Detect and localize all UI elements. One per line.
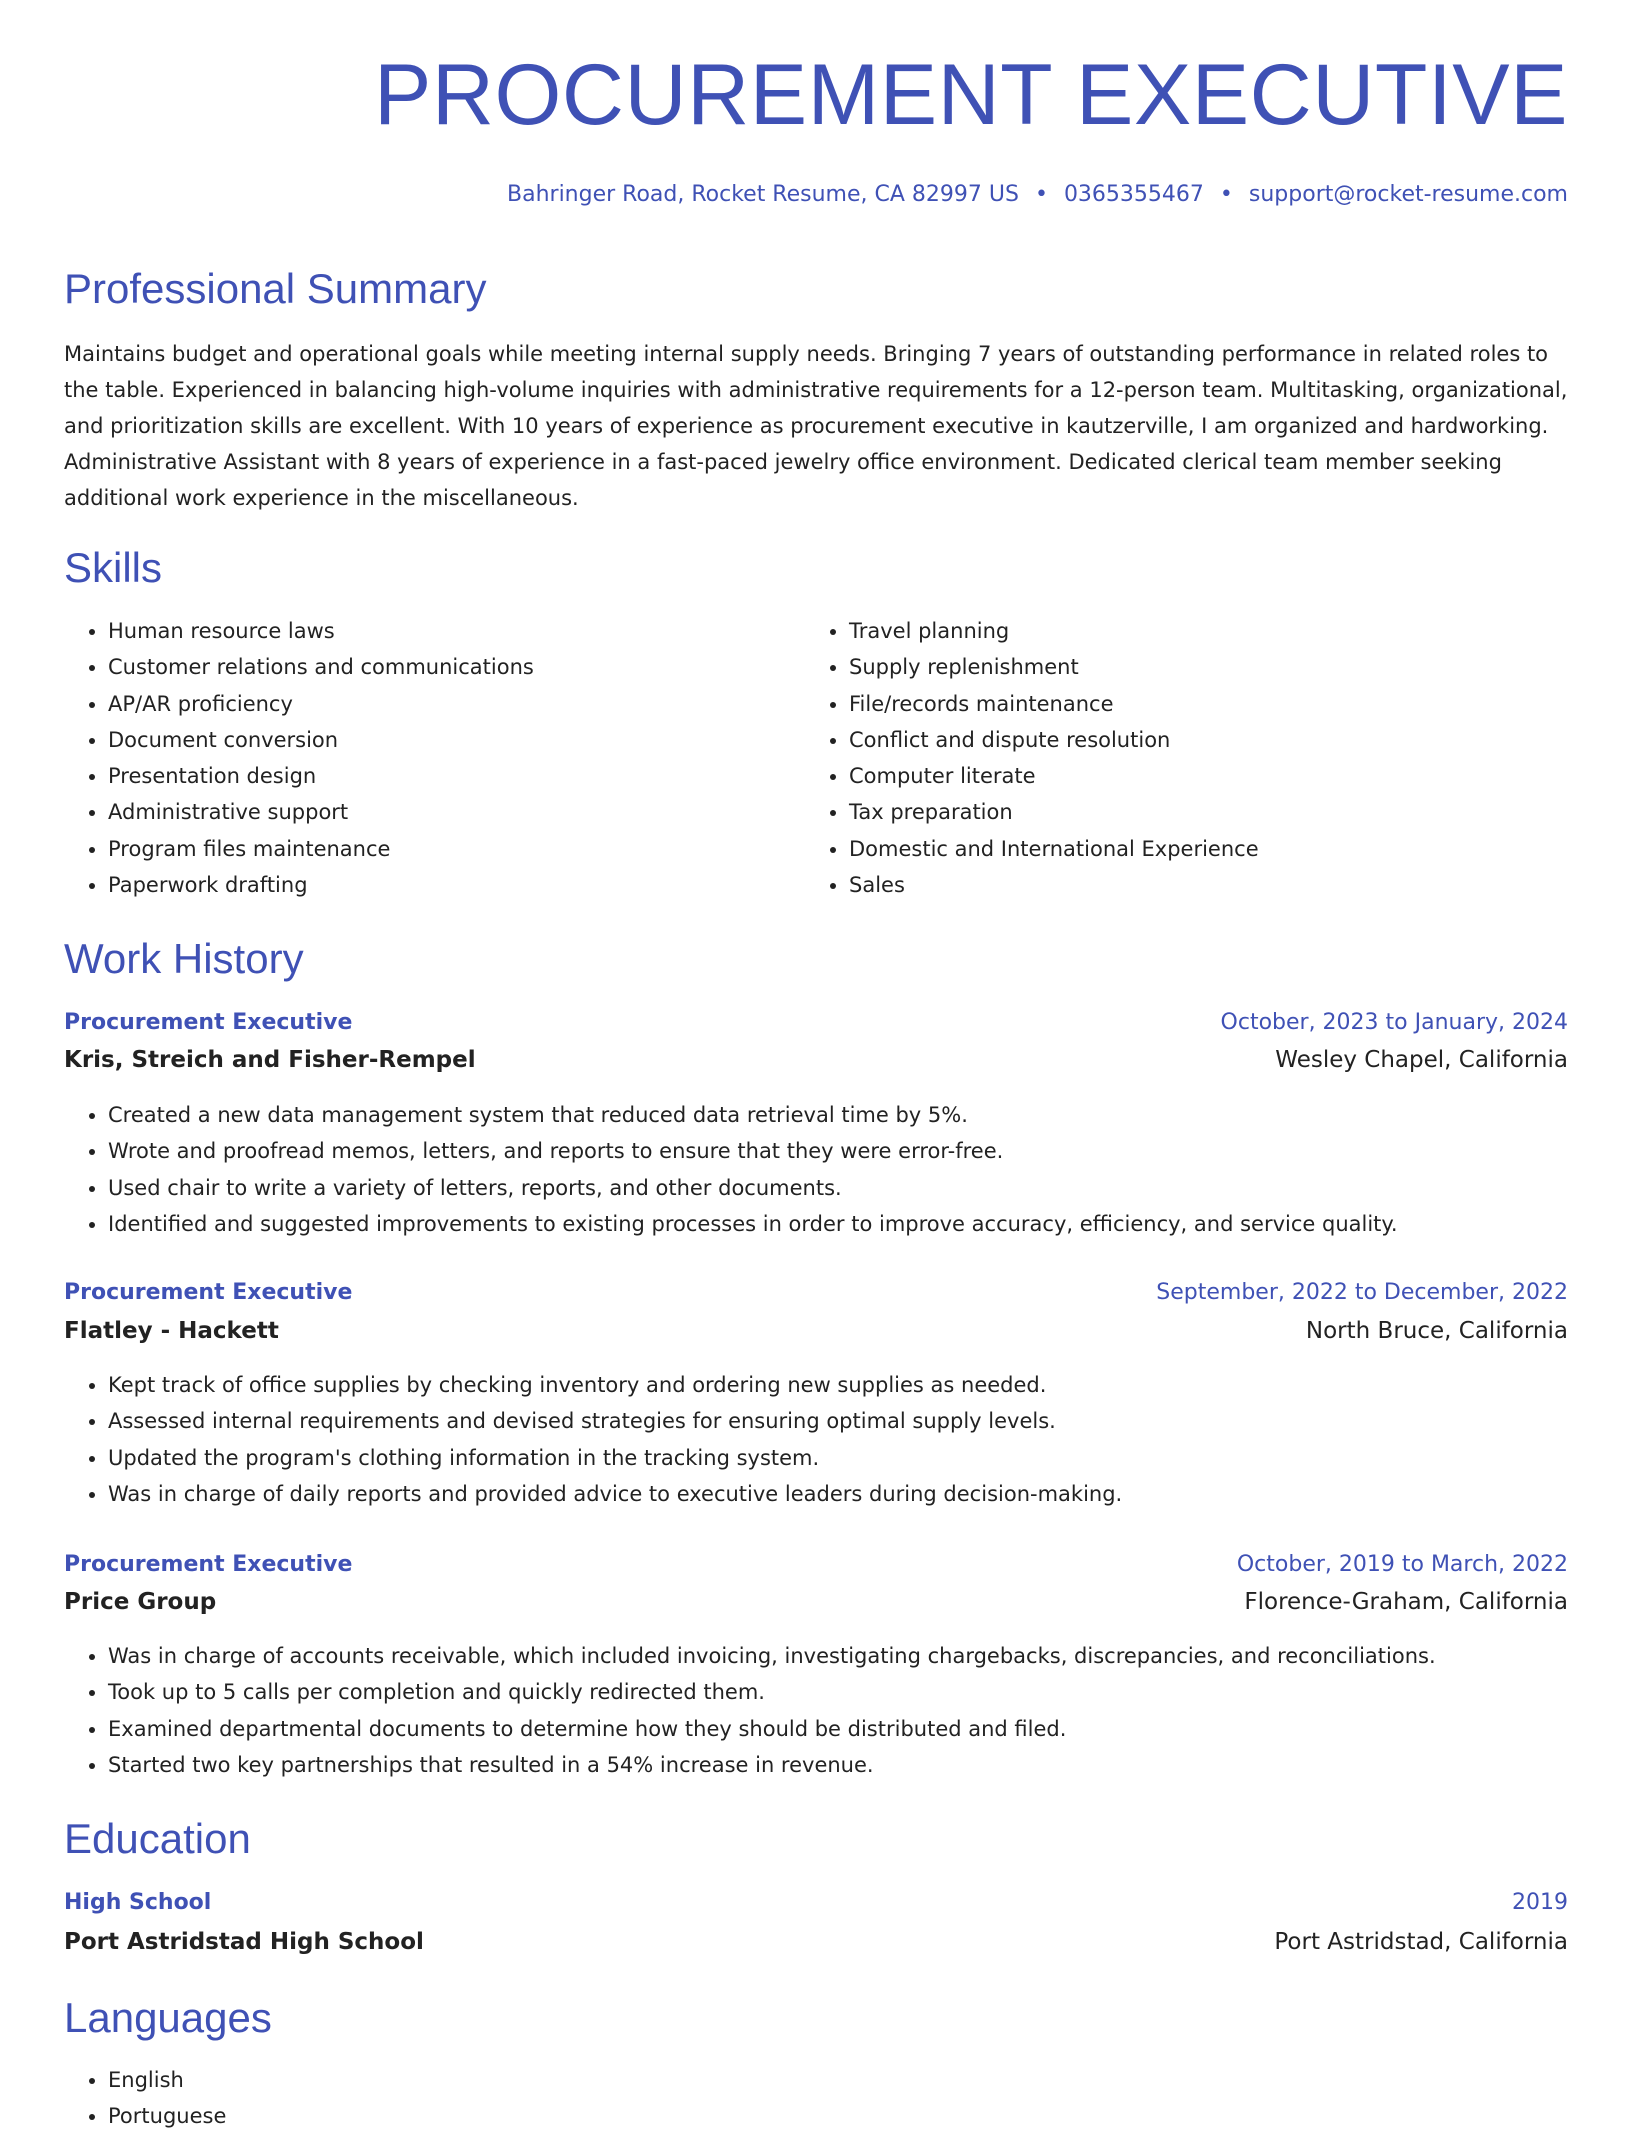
skill-item: • Domestic and International Experience [849,831,1565,867]
education-school: Port Astridstad High School [64,1929,424,1955]
job-location: Florence-Graham, California [1244,1589,1568,1615]
skill-item: • Conflict and dispute resolution [849,722,1565,758]
contact-separator: • [1219,182,1233,207]
job-company: Flatley - Hackett [64,1318,279,1344]
skill-item: • Human resource laws [108,613,784,649]
job-dates: October, 2023 to January, 2024 [1220,1010,1568,1035]
languages-list-wrapper [64,2062,1568,2135]
summary-text: Maintains budget and operational goals while meeting internal supply needs. Bringing 7 years of outstanding performance in related roles to the table. Experienced in balancing high-volume inquiries with administrative requirements for a 12-person team. Multitasking, organizational, and prioritization skills are excellent. With 10 years of experience as procurement executive in kautzerville, I am organized and hardworking. Administrative Assistant with 8 years of experience in a fast-paced jewelry office environment. Dedicated clerical team member seeking additional work experience in the miscellaneous. [64,342,1568,510]
skill-item: • Paperwork drafting [108,867,784,903]
work-history-heading: Work History [64,935,304,982]
job-duty: • Assessed internal requirements and devised strategies for ensuring optimal supply levels. [108,1403,1568,1439]
skill-item: • Administrative support [108,794,784,830]
summary-heading: Professional Summary [64,265,487,312]
skill-item: • Document conversion [108,722,784,758]
job-duties [64,1367,1568,1512]
contact-address: Bahringer Road, Rocket Resume, CA 82997 US [507,182,1019,207]
education-heading: Education [64,1815,251,1862]
contact-email: support@rocket-resume.com [1248,182,1568,207]
job-duty: • Was in charge of accounts receivable, which included invoicing, investigating chargebacks, discrepancies, and reconciliations. [108,1638,1568,1674]
job-title: Procurement Executive [64,1010,353,1035]
job-duty: • Was in charge of daily reports and provided advice to executive leaders during decision-making. [108,1476,1568,1512]
education-degree: High School [64,1890,212,1915]
job-duty: • Started two key partnerships that resulted in a 54% increase in revenue. [108,1747,1568,1783]
page-title: PROCUREMENT EXECUTIVE [374,47,1568,143]
skill-item: • Sales [849,867,1565,903]
job-duty: • Wrote and proofread memos, letters, and reports to ensure that they were error-free. [108,1133,1568,1169]
skill-item: • Presentation design [108,758,784,794]
skill-item: • AP/AR proficiency [108,686,784,722]
job-duties [64,1638,1568,1783]
job-company: Kris, Streich and Fisher-Rempel [64,1047,476,1073]
job-duty: • Examined departmental documents to determine how they should be distributed and filed. [108,1711,1568,1747]
skills-left-column [64,613,784,903]
job-duty: • Took up to 5 calls per completion and quickly redirected them. [108,1674,1568,1710]
skills-list-left [64,613,784,903]
skill-item: • Customer relations and communications [108,649,784,685]
languages-heading: Languages [64,1994,272,2041]
language-item: • English [108,2062,1568,2098]
skill-item: • Supply replenishment [849,649,1565,685]
skill-item: • File/records maintenance [849,686,1565,722]
language-item: • Portuguese [108,2098,1568,2134]
job-duties [64,1097,1568,1242]
skill-item: • Computer literate [849,758,1565,794]
job-location: North Bruce, California [1305,1318,1568,1344]
skills-list-right [805,613,1565,903]
contact-separator: • [1034,182,1048,207]
job-duty: • Kept track of office supplies by checking inventory and ordering new supplies as needed. [108,1367,1568,1403]
skills-heading: Skills [64,544,163,591]
job-dates: October, 2019 to March, 2022 [1236,1552,1568,1577]
job-company: Price Group [64,1589,217,1615]
job-title: Procurement Executive [64,1552,353,1577]
job-duty: • Created a new data management system that reduced data retrieval time by 5%. [108,1097,1568,1133]
job-duty: • Identified and suggested improvements to existing processes in order to improve accuracy, efficiency, and service quality. [108,1206,1568,1242]
skill-item: • Program files maintenance [108,831,784,867]
education-location: Port Astridstad, California [1274,1929,1568,1955]
job-title: Procurement Executive [64,1280,353,1305]
skills-right-column [805,613,1565,903]
skill-item: • Travel planning [849,613,1565,649]
job-duty: • Used chair to write a variety of letters, reports, and other documents. [108,1170,1568,1206]
job-location: Wesley Chapel, California [1275,1047,1568,1073]
job-dates: September, 2022 to December, 2022 [1156,1280,1568,1305]
education-year: 2019 [1512,1890,1568,1915]
languages-list [64,2062,1568,2135]
skill-item: • Tax preparation [849,794,1565,830]
job-duty: • Updated the program's clothing information in the tracking system. [108,1440,1568,1476]
contact-line [507,182,1568,207]
contact-phone: 0365355467 [1063,182,1204,207]
